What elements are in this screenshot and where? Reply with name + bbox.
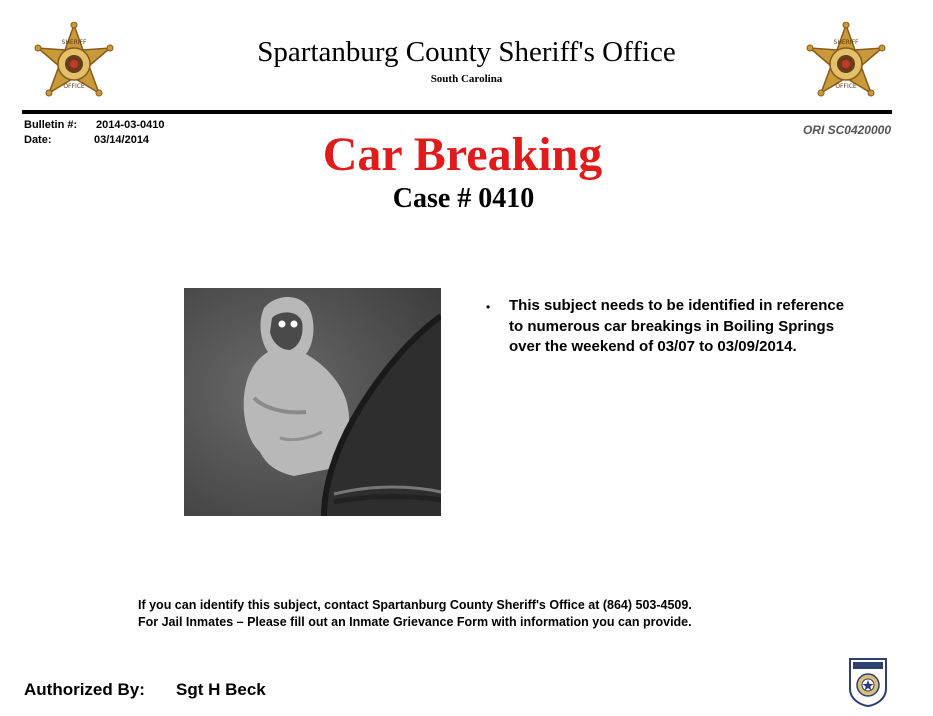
- bullet-icon: •: [486, 300, 491, 314]
- contact-line-2: For Jail Inmates – Please fill out an Inmate Grievance Form with information you can provide.: [138, 615, 692, 629]
- agency-state: South Carolina: [430, 73, 503, 85]
- badge-text-sheriff: SHERIFF: [833, 39, 859, 46]
- ori-number: ORI SC0420000: [802, 123, 891, 137]
- agency-title: Spartanburg County Sheriff's Office: [257, 36, 676, 68]
- bulletin-date: 03/14/2014: [94, 134, 150, 146]
- contact-line-1: If you can identify this subject, contact Spartanburg County Sheriff's Office at (864) 503-4509.: [138, 598, 692, 612]
- case-details: This subject needs to be identified in reference to numerous car breakings in Boiling Springs over the weekend of 03/07 to 03/09/2014.: [509, 297, 845, 355]
- bulletin-date-label: Date:: [24, 134, 52, 146]
- badge-text-office: OFFICE: [63, 83, 85, 90]
- headline: Car Breaking: [322, 128, 603, 181]
- header-divider: [22, 110, 892, 114]
- case-number: Case # 0410: [392, 183, 535, 214]
- authorized-by-label: Authorized By:: [24, 680, 145, 699]
- accreditation-seal-icon: [846, 655, 890, 707]
- badge-text-office: OFFICE: [835, 83, 857, 90]
- bulletin-number-label: Bulletin #:: [24, 119, 78, 131]
- bulletin-number: 2014-03-0410: [96, 119, 165, 131]
- badge-text-sheriff: SHERIFF: [61, 39, 87, 46]
- authorized-by-name: Sgt H Beck: [176, 680, 266, 699]
- suspect-photo: [184, 288, 441, 516]
